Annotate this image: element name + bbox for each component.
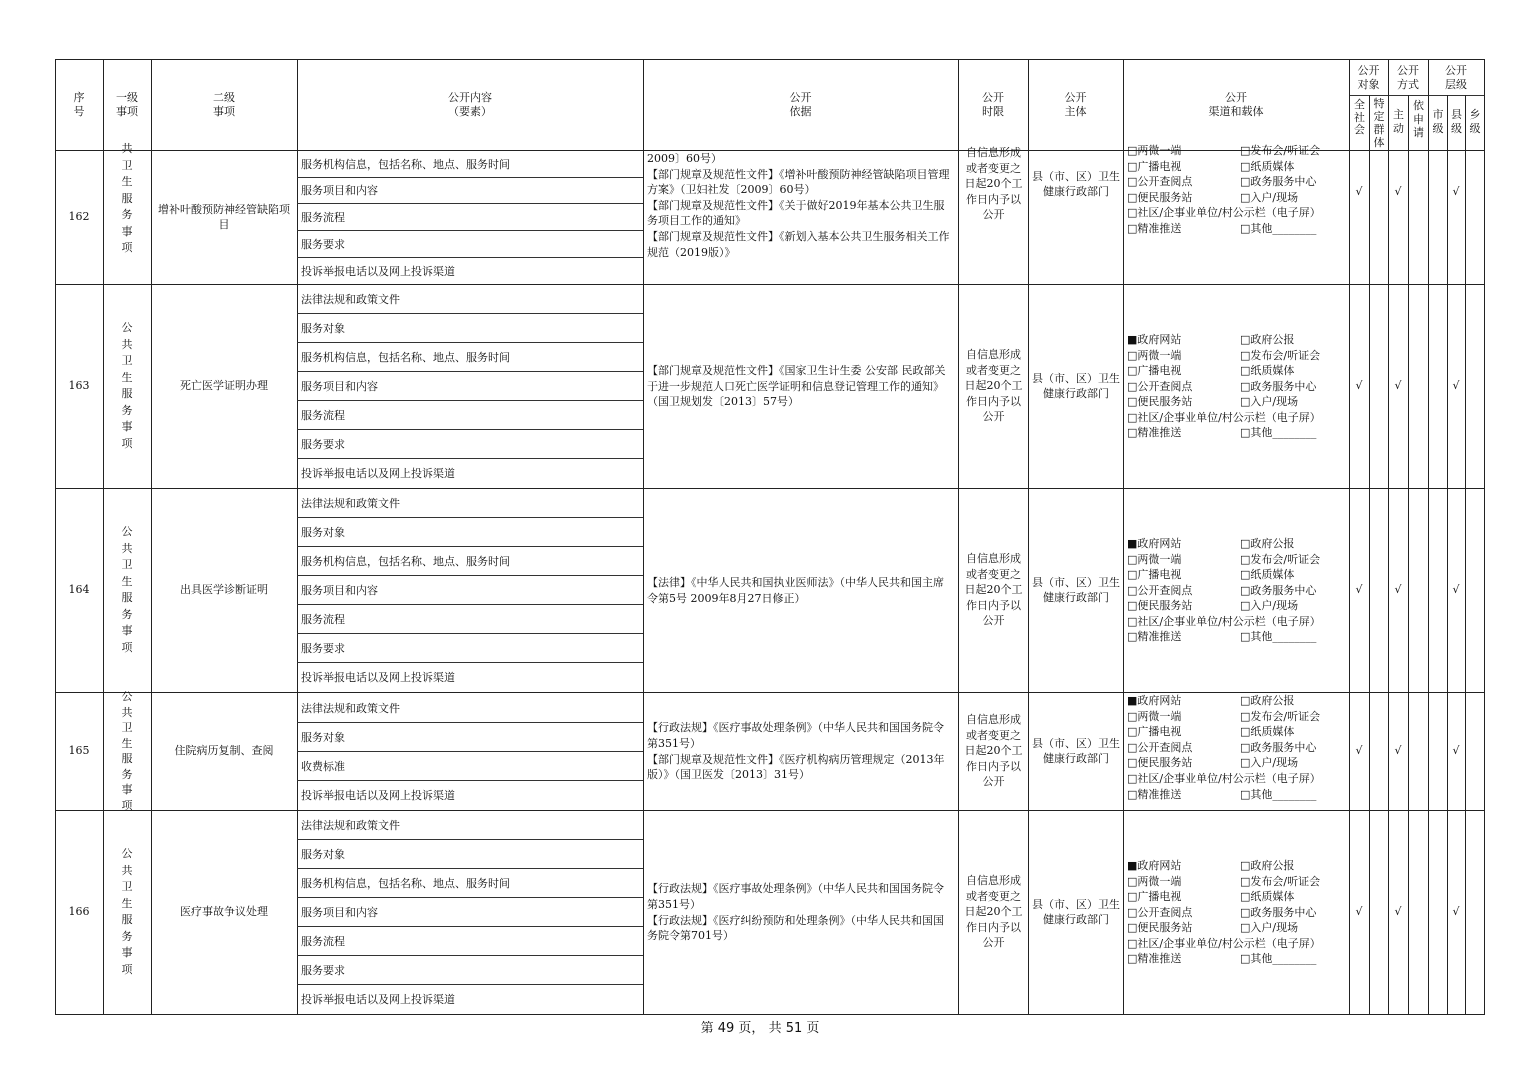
- channel-reading: □公开查阅点: [1127, 583, 1193, 597]
- row-level2: 增补叶酸预防神经管缺陷项目: [158, 202, 290, 231]
- channel-service-center: □政务服务中心: [1240, 175, 1317, 189]
- content-item: 服务机构信息，包括名称、地点、服务时间: [301, 554, 510, 568]
- channel-service-center: □政务服务中心: [1240, 379, 1317, 393]
- basis-line: 【法律】《中华人民共和国执业医师法》（中华人民共和国主席令第5号 2009年8月27日修正）: [647, 575, 944, 605]
- row-subject: 县（市、区）卫生健康行政部门: [1032, 736, 1120, 765]
- content-item: 服务流程: [301, 210, 345, 224]
- basis-line: 【部门规章及规范性文件】《关于做好2019年基本公共卫生服务项目工作的通知》: [647, 198, 945, 228]
- basis-line: 【行政法规】《医疗纠纷预防和处理条例》（中华人民共和国国务院令第701号）: [647, 913, 944, 943]
- channel-gov-site: ■政府网站: [1127, 332, 1182, 346]
- channel-tv: □广播电视: [1127, 568, 1182, 582]
- header-basis: 公开 依据: [789, 90, 812, 118]
- channel-precise: □精准推送: [1127, 952, 1182, 966]
- channel-community: □社区/企事业单位/村公示栏（电子屏）: [1127, 771, 1321, 785]
- check-layer-county: √: [1452, 185, 1460, 199]
- channel-precise: □精准推送: [1127, 426, 1182, 440]
- header-method: 公开 方式: [1397, 63, 1419, 91]
- basis-line: 【部门规章及规范性文件】《医疗机构病历管理规定（2013年版）》（国卫医发〔2013〕31号）: [647, 752, 945, 782]
- channel-gov-site: ■政府网站: [1127, 536, 1182, 550]
- channel-press: □发布会/听证会: [1240, 552, 1321, 566]
- header-seq: 序 号: [73, 90, 85, 118]
- channel-convenience: □便民服务站: [1127, 921, 1193, 935]
- check-layer-county: √: [1452, 744, 1460, 758]
- header-target-specific: 特 定 群 体: [1373, 97, 1385, 149]
- row-channel: [1124, 489, 1348, 692]
- row-time: 自信息形成或者变更之日起20个工作日内予以公开: [964, 713, 1023, 789]
- content-item: 服务机构信息，包括名称、地点、服务时间: [301, 350, 510, 364]
- row-seq: 166: [68, 905, 90, 919]
- content-item: 法律法规和政策文件: [301, 701, 400, 715]
- row-level2: 住院病历复制、查阅: [174, 744, 274, 758]
- channel-community: □社区/企事业单位/村公示栏（电子屏）: [1127, 614, 1321, 628]
- col-line: [1369, 95, 1370, 1015]
- channel-door: □入户/现场: [1240, 395, 1299, 409]
- basis-line: 2009〕60号）: [647, 152, 722, 165]
- channel-two-micro: □两微一端: [1127, 348, 1182, 362]
- row-level2: 死亡医学证明办理: [180, 379, 268, 393]
- content-item: 投诉举报电话以及网上投诉渠道: [301, 671, 455, 684]
- channel-door: □入户/现场: [1240, 921, 1299, 935]
- row-channel: [1124, 693, 1348, 810]
- channel-gov-site: ■政府网站: [1127, 858, 1182, 872]
- row-level1: 公 共 卫 生 服 务 事 项: [121, 690, 133, 812]
- channel-convenience: □便民服务站: [1127, 190, 1193, 204]
- header-method-apply: 依 申 请: [1413, 99, 1424, 139]
- content-item: 服务要求: [301, 437, 345, 451]
- channel-gov-bulletin: □政府公报: [1240, 332, 1295, 346]
- check-target-all: √: [1355, 185, 1363, 199]
- channel-tv: □广播电视: [1127, 725, 1182, 739]
- channel-other: □其他________: [1240, 787, 1317, 801]
- channel-paper: □纸质媒体: [1240, 890, 1295, 904]
- content-item: 投诉举报电话以及网上投诉渠道: [301, 789, 455, 802]
- page-number: 第 49 页， 共 51 页: [700, 1021, 820, 1036]
- row-subject: 县（市、区）卫生健康行政部门: [1032, 169, 1120, 198]
- content-item: 服务机构信息，包括名称、地点、服务时间: [301, 158, 510, 171]
- basis-line: 【部门规章及规范性文件】《增补叶酸预防神经管缺陷项目管理方案》（卫妇社发〔2009〕60号）: [647, 167, 950, 197]
- channel-paper: □纸质媒体: [1240, 725, 1295, 739]
- check-method-active: √: [1394, 583, 1402, 597]
- channel-precise: □精准推送: [1127, 221, 1182, 235]
- content-item: 服务流程: [301, 612, 345, 626]
- channel-reading: □公开查阅点: [1127, 379, 1193, 393]
- content-item: 服务项目和内容: [301, 583, 378, 597]
- row-seq: 164: [68, 583, 90, 597]
- content-item: 服务对象: [301, 525, 345, 539]
- channel-gov-site: ■政府网站: [1127, 694, 1182, 707]
- content-item: 投诉举报电话以及网上投诉渠道: [301, 993, 455, 1006]
- row-level2: 医疗事故争议处理: [180, 905, 268, 919]
- channel-press: □发布会/听证会: [1240, 709, 1321, 723]
- header-layer: 公开 层级: [1445, 63, 1467, 91]
- channel-paper: □纸质媒体: [1240, 159, 1295, 173]
- col-line: [1408, 95, 1409, 1015]
- channel-paper: □纸质媒体: [1240, 364, 1295, 378]
- channel-two-micro: □两微一端: [1127, 874, 1182, 888]
- header-layer-city: 市 级: [1432, 108, 1444, 135]
- channel-paper: □纸质媒体: [1240, 568, 1295, 582]
- header-level2: 二级 事项: [213, 90, 235, 118]
- channel-door: □入户/现场: [1240, 190, 1299, 204]
- channel-press: □发布会/听证会: [1240, 874, 1321, 888]
- row-level1: 共 卫 生 服 务 事 项: [121, 142, 133, 254]
- content-item: 收费标准: [301, 759, 345, 773]
- channel-press: □发布会/听证会: [1240, 144, 1321, 157]
- channel-two-micro: □两微一端: [1127, 552, 1182, 566]
- content-item: 投诉举报电话以及网上投诉渠道: [301, 467, 455, 480]
- content-item: 服务流程: [301, 408, 345, 422]
- header-target: 公开 对象: [1357, 63, 1380, 91]
- row-basis: [644, 811, 958, 1014]
- row-level1: 公 共 卫 生 服 务 事 项: [121, 525, 133, 654]
- col-line: [958, 59, 959, 1015]
- row-seq: 163: [68, 379, 90, 393]
- channel-other: □其他________: [1240, 952, 1317, 966]
- header-subject: 公开 主体: [1064, 90, 1087, 118]
- channel-other: □其他________: [1240, 630, 1317, 644]
- content-item: 服务机构信息，包括名称、地点、服务时间: [301, 876, 510, 890]
- channel-service-center: □政务服务中心: [1240, 583, 1317, 597]
- check-layer-county: √: [1452, 905, 1460, 919]
- row-basis: [644, 693, 958, 810]
- row-subject: 县（市、区）卫生健康行政部门: [1032, 575, 1120, 604]
- table-bottom-border: [55, 1014, 1484, 1015]
- channel-reading: □公开查阅点: [1127, 740, 1193, 754]
- channel-convenience: □便民服务站: [1127, 395, 1193, 409]
- row-basis: [644, 489, 958, 692]
- row-level2: 出具医学诊断证明: [180, 583, 268, 597]
- content-item: 服务项目和内容: [301, 905, 378, 919]
- row-seq: 165: [68, 744, 90, 758]
- channel-press: □发布会/听证会: [1240, 348, 1321, 362]
- header-time: 公开 时限: [982, 90, 1004, 118]
- row-basis: [644, 285, 958, 488]
- content-item: 法律法规和政策文件: [301, 819, 400, 832]
- channel-gov-bulletin: □政府公报: [1240, 536, 1295, 550]
- header-content: 公开内容 （要素）: [448, 90, 492, 118]
- channel-precise: □精准推送: [1127, 630, 1182, 644]
- channel-tv: □广播电视: [1127, 159, 1182, 173]
- check-method-active: √: [1394, 185, 1402, 199]
- channel-service-center: □政务服务中心: [1240, 740, 1317, 754]
- content-item: 服务要求: [301, 963, 345, 977]
- channel-community: □社区/企事业单位/村公示栏（电子屏）: [1127, 206, 1321, 220]
- check-method-active: √: [1394, 744, 1402, 758]
- content-item: 服务项目和内容: [301, 379, 378, 393]
- col-line: [1428, 59, 1429, 1015]
- row-seq: 162: [68, 210, 90, 224]
- row-channel: [1124, 811, 1348, 1014]
- channel-gov-bulletin: □政府公报: [1240, 858, 1295, 872]
- content-item: 投诉举报电话以及网上投诉渠道: [301, 264, 455, 278]
- channel-door: □入户/现场: [1240, 599, 1299, 613]
- content-item: 服务项目和内容: [301, 184, 378, 197]
- row-time: 自信息形成或者变更之日起20个工作日内予以公开: [964, 874, 1023, 950]
- channel-reading: □公开查阅点: [1127, 175, 1193, 189]
- channel-two-micro: □两微一端: [1127, 144, 1182, 157]
- content-item: 服务要求: [301, 237, 345, 251]
- row-time: 自信息形成或者变更之日起20个工作日内予以公开: [964, 146, 1023, 222]
- check-target-all: √: [1355, 905, 1363, 919]
- check-target-all: √: [1355, 744, 1363, 758]
- row-basis: [644, 151, 958, 284]
- check-target-all: √: [1355, 379, 1363, 393]
- channel-tv: □广播电视: [1127, 364, 1182, 378]
- basis-line: 【行政法规】《医疗事故处理条例》（中华人民共和国国务院令第351号）: [647, 882, 944, 911]
- header-channel: 公开 渠道和载体: [1208, 90, 1264, 118]
- channel-other: □其他________: [1240, 426, 1317, 440]
- content-item: 服务流程: [301, 934, 345, 948]
- channel-door: □入户/现场: [1240, 756, 1299, 770]
- channel-precise: □精准推送: [1127, 787, 1182, 801]
- content-item: 服务要求: [301, 641, 345, 655]
- row-subject: 县（市、区）卫生健康行政部门: [1032, 897, 1120, 926]
- header-layer-town: 乡 级: [1469, 108, 1481, 135]
- channel-reading: □公开查阅点: [1127, 905, 1193, 919]
- channel-convenience: □便民服务站: [1127, 756, 1193, 770]
- content-item: 服务对象: [301, 847, 345, 861]
- header-method-active: 主 动: [1393, 108, 1404, 135]
- content-item: 服务对象: [301, 321, 345, 335]
- channel-gov-bulletin: □政府公报: [1240, 694, 1295, 707]
- basis-line: 【行政法规】《医疗事故处理条例》（中华人民共和国国务院令第351号）: [647, 721, 944, 750]
- row-level1: 公 共 卫 生 服 务 事 项: [121, 321, 133, 450]
- content-item: 法律法规和政策文件: [301, 293, 400, 306]
- col-line: [1465, 95, 1466, 1015]
- channel-service-center: □政务服务中心: [1240, 905, 1317, 919]
- content-item: 服务对象: [301, 730, 345, 744]
- channel-convenience: □便民服务站: [1127, 599, 1193, 613]
- channel-two-micro: □两微一端: [1127, 709, 1182, 723]
- row-level1: 公 共 卫 生 服 务 事 项: [121, 847, 133, 976]
- content-item: 法律法规和政策文件: [301, 497, 400, 510]
- basis-line: 【部门规章及规范性文件】《国家卫生计生委 公安部 民政部关于进一步规范人口死亡医学证明和信息登记管理工作的通知》（国卫规划发〔2013〕57号）: [647, 364, 946, 409]
- channel-other: □其他________: [1240, 221, 1317, 235]
- header-target-all: 全 社 会: [1354, 98, 1365, 136]
- basis-line: 【部门规章及规范性文件】《新划入基本公共卫生服务相关工作规范（2019版）》: [647, 229, 950, 259]
- row-subject: 县（市、区）卫生健康行政部门: [1032, 371, 1120, 400]
- check-method-active: √: [1394, 905, 1402, 919]
- row-time: 自信息形成或者变更之日起20个工作日内予以公开: [964, 552, 1023, 628]
- row-channel: [1124, 144, 1348, 284]
- check-method-active: √: [1394, 379, 1402, 393]
- check-target-all: √: [1355, 583, 1363, 597]
- row-time: 自信息形成或者变更之日起20个工作日内予以公开: [964, 348, 1023, 424]
- row-channel: [1124, 285, 1348, 488]
- check-layer-county: √: [1452, 379, 1460, 393]
- channel-tv: □广播电视: [1127, 890, 1182, 904]
- channel-community: □社区/企事业单位/村公示栏（电子屏）: [1127, 936, 1321, 950]
- check-layer-county: √: [1452, 583, 1460, 597]
- header-level1: 一级 事项: [116, 90, 138, 118]
- header-layer-county: 县 级: [1451, 108, 1462, 135]
- channel-community: □社区/企事业单位/村公示栏（电子屏）: [1127, 410, 1321, 424]
- col-line: [1484, 59, 1485, 1015]
